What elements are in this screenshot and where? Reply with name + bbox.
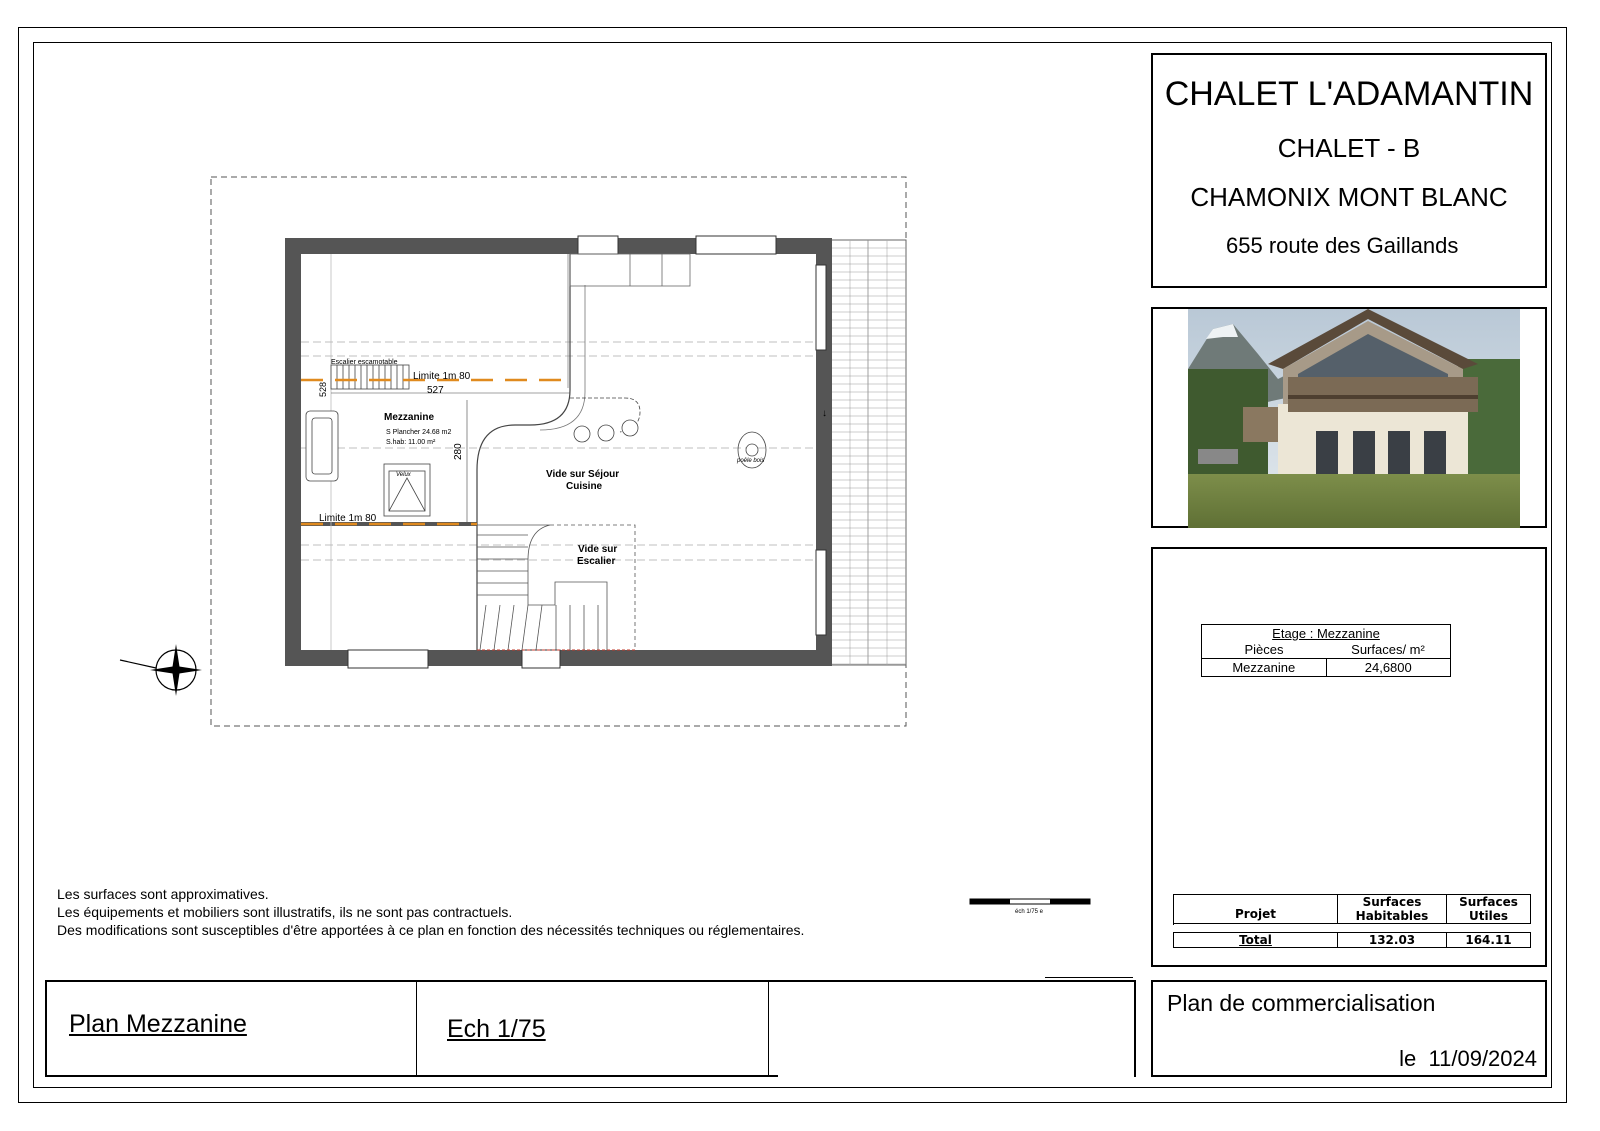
col-rooms: Pièces [1202, 641, 1327, 659]
bar-stools [574, 420, 638, 442]
room-surface: 24,6800 [1326, 659, 1451, 677]
footer-cartouche [45, 980, 1136, 1077]
plan-label-shab: S.hab: 11.00 m² [386, 439, 436, 446]
address: 655 route des Gaillands [1226, 233, 1459, 258]
balcony [831, 240, 906, 665]
plan-label-limite-bottom: Limite 1m 80 [319, 513, 377, 524]
col-surfaces: Surfaces/ m² [1326, 641, 1451, 659]
plan-dim-527: 527 [427, 385, 444, 396]
compass-icon [120, 644, 202, 696]
room-name: Mezzanine [1202, 659, 1327, 677]
plan-label-vide-escalier-1: Vide sur [578, 544, 618, 555]
plan-scale: Ech 1/75 [447, 1015, 546, 1043]
plan-name: Plan Mezzanine [69, 1010, 247, 1038]
surfaces-table [1201, 624, 1451, 677]
plan-label-escalier: Escalier escamotable [331, 359, 398, 366]
stair-step [522, 605, 528, 650]
col-util-line2: Utiles [1469, 909, 1508, 923]
total-hab-value: 132.03 [1338, 933, 1447, 948]
plan-label-plancher: S Plancher 24.68 m2 [386, 429, 452, 436]
table-row [1202, 659, 1451, 677]
stair-step [494, 605, 500, 650]
col-hab-line1: Surfaces [1362, 895, 1422, 909]
plan-dim-528: 528 [318, 381, 328, 397]
plan-date: le 11/09/2024 [1399, 1046, 1537, 1071]
plan-label-vide-sejour-1: Vide sur Séjour [546, 469, 620, 480]
scale-bar-label: éch 1/75 e [1015, 909, 1044, 915]
surfaces-caption: Etage : Mezzanine [1272, 626, 1380, 641]
plan-dim-280: 280 [453, 443, 464, 460]
note-line: Des modifications sont susceptibles d'être apportées à ce plan en fonction des nécessités techniques ou réglementaires. [57, 922, 805, 938]
plan-label-vide-sejour-2: Cuisine [566, 481, 603, 492]
photo-block [1151, 307, 1547, 528]
purpose-block [1151, 980, 1547, 1077]
total-label: Total [1174, 933, 1338, 948]
plan-label-limite-top: Limite 1m 80 [413, 371, 471, 382]
plan-label-poele: poêle bois [737, 458, 765, 464]
stair-step [508, 605, 514, 650]
chalet-render-image [1188, 309, 1520, 528]
col-project: Projet [1174, 895, 1338, 924]
project-total-table [1173, 932, 1531, 948]
arrow-icon: ↓ [822, 408, 827, 419]
city-name: CHAMONIX MONT BLANC [1190, 182, 1508, 212]
title-block [1151, 53, 1547, 288]
plan-label-room: Mezzanine [384, 412, 435, 423]
plan-label-velux: Velux [396, 472, 411, 478]
note-line: Les équipements et mobiliers sont illustratifs, ils ne sont pas contractuels. [57, 904, 513, 920]
building-name: CHALET - B [1277, 133, 1421, 163]
total-util-value: 164.11 [1447, 933, 1531, 948]
col-util-line1: Surfaces [1459, 895, 1518, 909]
sofa-icon [306, 411, 338, 481]
project-table [1173, 894, 1531, 924]
escalier-escamotable [331, 365, 409, 389]
project-name: CHALET L'ADAMANTIN [1164, 75, 1534, 113]
col-hab-line2: Habitables [1355, 909, 1429, 923]
surfaces-block [1151, 547, 1547, 967]
note-line: Les surfaces sont approximatives. [57, 886, 269, 902]
purpose-label: Plan de commercialisation [1167, 990, 1436, 1016]
stair-step [536, 605, 542, 650]
plan-label-vide-escalier-2: Escalier [577, 556, 616, 567]
stair-step [480, 605, 486, 650]
table-row [1174, 933, 1531, 948]
